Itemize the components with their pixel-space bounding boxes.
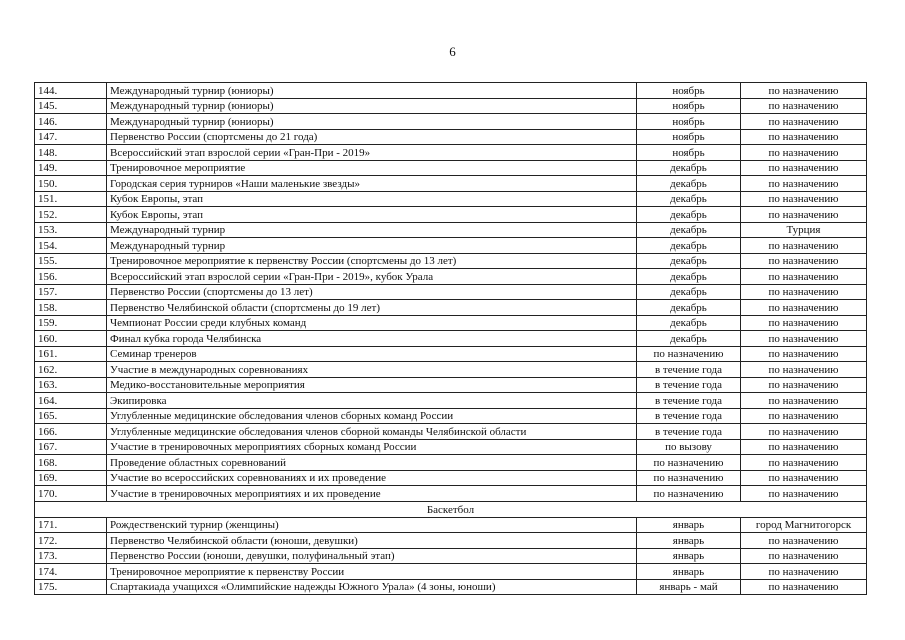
event-name: Участие в тренировочных мероприятиях и их проведение (107, 486, 637, 502)
event-place: по назначению (741, 160, 867, 176)
event-place: по назначению (741, 315, 867, 331)
event-name: Международный турнир (юниоры) (107, 98, 637, 114)
row-number: 162. (35, 362, 107, 378)
row-number: 155. (35, 253, 107, 269)
row-number: 171. (35, 517, 107, 533)
event-name: Участие во всероссийских соревнованиях и их проведение (107, 470, 637, 486)
event-name: Международный турнир (107, 222, 637, 238)
table-row (35, 315, 867, 331)
table-row (35, 564, 867, 580)
row-number: 167. (35, 439, 107, 455)
row-number: 159. (35, 315, 107, 331)
row-number: 168. (35, 455, 107, 471)
table-row (35, 393, 867, 409)
event-date: декабрь (637, 160, 741, 176)
row-number: 144. (35, 83, 107, 99)
row-number: 163. (35, 377, 107, 393)
table-row (35, 222, 867, 238)
event-date: по вызову (637, 439, 741, 455)
events-table (34, 82, 867, 595)
event-date: январь (637, 564, 741, 580)
event-place: по назначению (741, 284, 867, 300)
row-number: 151. (35, 191, 107, 207)
event-place: по назначению (741, 486, 867, 502)
table-row (35, 548, 867, 564)
row-number: 170. (35, 486, 107, 502)
event-date: ноябрь (637, 98, 741, 114)
event-name: Проведение областных соревнований (107, 455, 637, 471)
event-name: Углубленные медицинские обследования членов сборных команд России (107, 408, 637, 424)
section-header-row (35, 501, 867, 517)
event-date: декабрь (637, 207, 741, 223)
table-row (35, 83, 867, 99)
row-number: 158. (35, 300, 107, 316)
row-number: 157. (35, 284, 107, 300)
event-name: Городская серия турниров «Наши маленькие звезды» (107, 176, 637, 192)
table-row (35, 470, 867, 486)
row-number: 160. (35, 331, 107, 347)
row-number: 149. (35, 160, 107, 176)
event-name: Всероссийский этап взрослой серии «Гран-При - 2019», кубок Урала (107, 269, 637, 285)
event-date: в течение года (637, 393, 741, 409)
event-date: декабрь (637, 238, 741, 254)
event-name: Международный турнир (юниоры) (107, 83, 637, 99)
row-number: 153. (35, 222, 107, 238)
event-date: декабрь (637, 191, 741, 207)
event-place: по назначению (741, 564, 867, 580)
event-place: по назначению (741, 377, 867, 393)
event-name: Экипировка (107, 393, 637, 409)
event-date: в течение года (637, 424, 741, 440)
row-number: 146. (35, 114, 107, 130)
event-date: по назначению (637, 455, 741, 471)
table-row (35, 362, 867, 378)
event-date: декабрь (637, 176, 741, 192)
event-date: декабрь (637, 222, 741, 238)
event-name: Рождественский турнир (женщины) (107, 517, 637, 533)
event-date: декабрь (637, 269, 741, 285)
event-place: по назначению (741, 408, 867, 424)
event-place: по назначению (741, 393, 867, 409)
event-place: по назначению (741, 533, 867, 549)
event-place: по назначению (741, 455, 867, 471)
event-place: по назначению (741, 207, 867, 223)
row-number: 169. (35, 470, 107, 486)
row-number: 154. (35, 238, 107, 254)
event-place: по назначению (741, 269, 867, 285)
row-number: 174. (35, 564, 107, 580)
event-place: по назначению (741, 346, 867, 362)
table-row (35, 331, 867, 347)
table-row (35, 269, 867, 285)
table-row (35, 160, 867, 176)
event-place: город Магнитогорск (741, 517, 867, 533)
event-name: Кубок Европы, этап (107, 191, 637, 207)
event-name: Первенство России (спортсмены до 13 лет) (107, 284, 637, 300)
table-row (35, 439, 867, 455)
event-place: по назначению (741, 129, 867, 145)
row-number: 165. (35, 408, 107, 424)
event-name: Тренировочное мероприятие (107, 160, 637, 176)
event-place: по назначению (741, 470, 867, 486)
event-place: по назначению (741, 176, 867, 192)
event-place: по назначению (741, 83, 867, 99)
event-date: декабрь (637, 300, 741, 316)
event-date: ноябрь (637, 83, 741, 99)
event-date: по назначению (637, 470, 741, 486)
event-name: Медико-восстановительные мероприятия (107, 377, 637, 393)
table-row (35, 114, 867, 130)
event-name: Участие в международных соревнованиях (107, 362, 637, 378)
event-place: по назначению (741, 424, 867, 440)
event-name: Первенство Челябинской области (юноши, девушки) (107, 533, 637, 549)
event-name: Первенство России (юноши, девушки, полуфинальный этап) (107, 548, 637, 564)
event-place: по назначению (741, 191, 867, 207)
event-date: в течение года (637, 408, 741, 424)
table-row (35, 253, 867, 269)
row-number: 164. (35, 393, 107, 409)
event-name: Спартакиада учащихся «Олимпийские надежды Южного Урала» (4 зоны, юноши) (107, 579, 637, 595)
event-place: по назначению (741, 300, 867, 316)
section-title: Баскетбол (35, 501, 867, 517)
row-number: 147. (35, 129, 107, 145)
event-date: ноябрь (637, 129, 741, 145)
table-row (35, 191, 867, 207)
table-row (35, 129, 867, 145)
event-date: декабрь (637, 284, 741, 300)
event-place: по назначению (741, 548, 867, 564)
event-name: Углубленные медицинские обследования членов сборной команды Челябинской области (107, 424, 637, 440)
table-row (35, 579, 867, 595)
table-row (35, 486, 867, 502)
event-name: Международный турнир (107, 238, 637, 254)
table-row (35, 300, 867, 316)
event-date: январь (637, 517, 741, 533)
table-row (35, 377, 867, 393)
events-table-body-b (35, 517, 867, 595)
event-place: по назначению (741, 362, 867, 378)
event-date: декабрь (637, 253, 741, 269)
event-place: по назначению (741, 331, 867, 347)
event-place: по назначению (741, 253, 867, 269)
page-number: 6 (449, 44, 456, 59)
table-row (35, 98, 867, 114)
event-name: Первенство Челябинской области (спортсмены до 19 лет) (107, 300, 637, 316)
event-date: январь - май (637, 579, 741, 595)
event-name: Первенство России (спортсмены до 21 года) (107, 129, 637, 145)
row-number: 156. (35, 269, 107, 285)
event-place: по назначению (741, 238, 867, 254)
row-number: 152. (35, 207, 107, 223)
event-place: Турция (741, 222, 867, 238)
table-row (35, 238, 867, 254)
event-date: по назначению (637, 346, 741, 362)
row-number: 145. (35, 98, 107, 114)
row-number: 175. (35, 579, 107, 595)
row-number: 173. (35, 548, 107, 564)
event-name: Кубок Европы, этап (107, 207, 637, 223)
table-row (35, 346, 867, 362)
event-name: Финал кубка города Челябинска (107, 331, 637, 347)
event-place: по назначению (741, 579, 867, 595)
event-date: в течение года (637, 377, 741, 393)
event-place: по назначению (741, 98, 867, 114)
event-date: в течение года (637, 362, 741, 378)
event-place: по назначению (741, 114, 867, 130)
row-number: 172. (35, 533, 107, 549)
events-table-body-a (35, 83, 867, 502)
table-row (35, 207, 867, 223)
table-row (35, 408, 867, 424)
event-name: Участие в тренировочных мероприятиях сборных команд России (107, 439, 637, 455)
row-number: 161. (35, 346, 107, 362)
event-date: по назначению (637, 486, 741, 502)
event-date: декабрь (637, 315, 741, 331)
table-row (35, 145, 867, 161)
event-name: Чемпионат России среди клубных команд (107, 315, 637, 331)
table-row (35, 424, 867, 440)
event-name: Тренировочное мероприятие к первенству России (спортсмены до 13 лет) (107, 253, 637, 269)
event-date: декабрь (637, 331, 741, 347)
event-date: ноябрь (637, 145, 741, 161)
table-row (35, 455, 867, 471)
event-place: по назначению (741, 439, 867, 455)
row-number: 150. (35, 176, 107, 192)
table-row (35, 533, 867, 549)
event-name: Тренировочное мероприятие к первенству России (107, 564, 637, 580)
table-row (35, 284, 867, 300)
event-date: январь (637, 548, 741, 564)
event-place: по назначению (741, 145, 867, 161)
table-row (35, 517, 867, 533)
section-header-group (35, 501, 867, 517)
event-name: Всероссийский этап взрослой серии «Гран-При - 2019» (107, 145, 637, 161)
event-name: Семинар тренеров (107, 346, 637, 362)
event-name: Международный турнир (юниоры) (107, 114, 637, 130)
row-number: 166. (35, 424, 107, 440)
row-number: 148. (35, 145, 107, 161)
table-row (35, 176, 867, 192)
event-date: январь (637, 533, 741, 549)
event-date: ноябрь (637, 114, 741, 130)
